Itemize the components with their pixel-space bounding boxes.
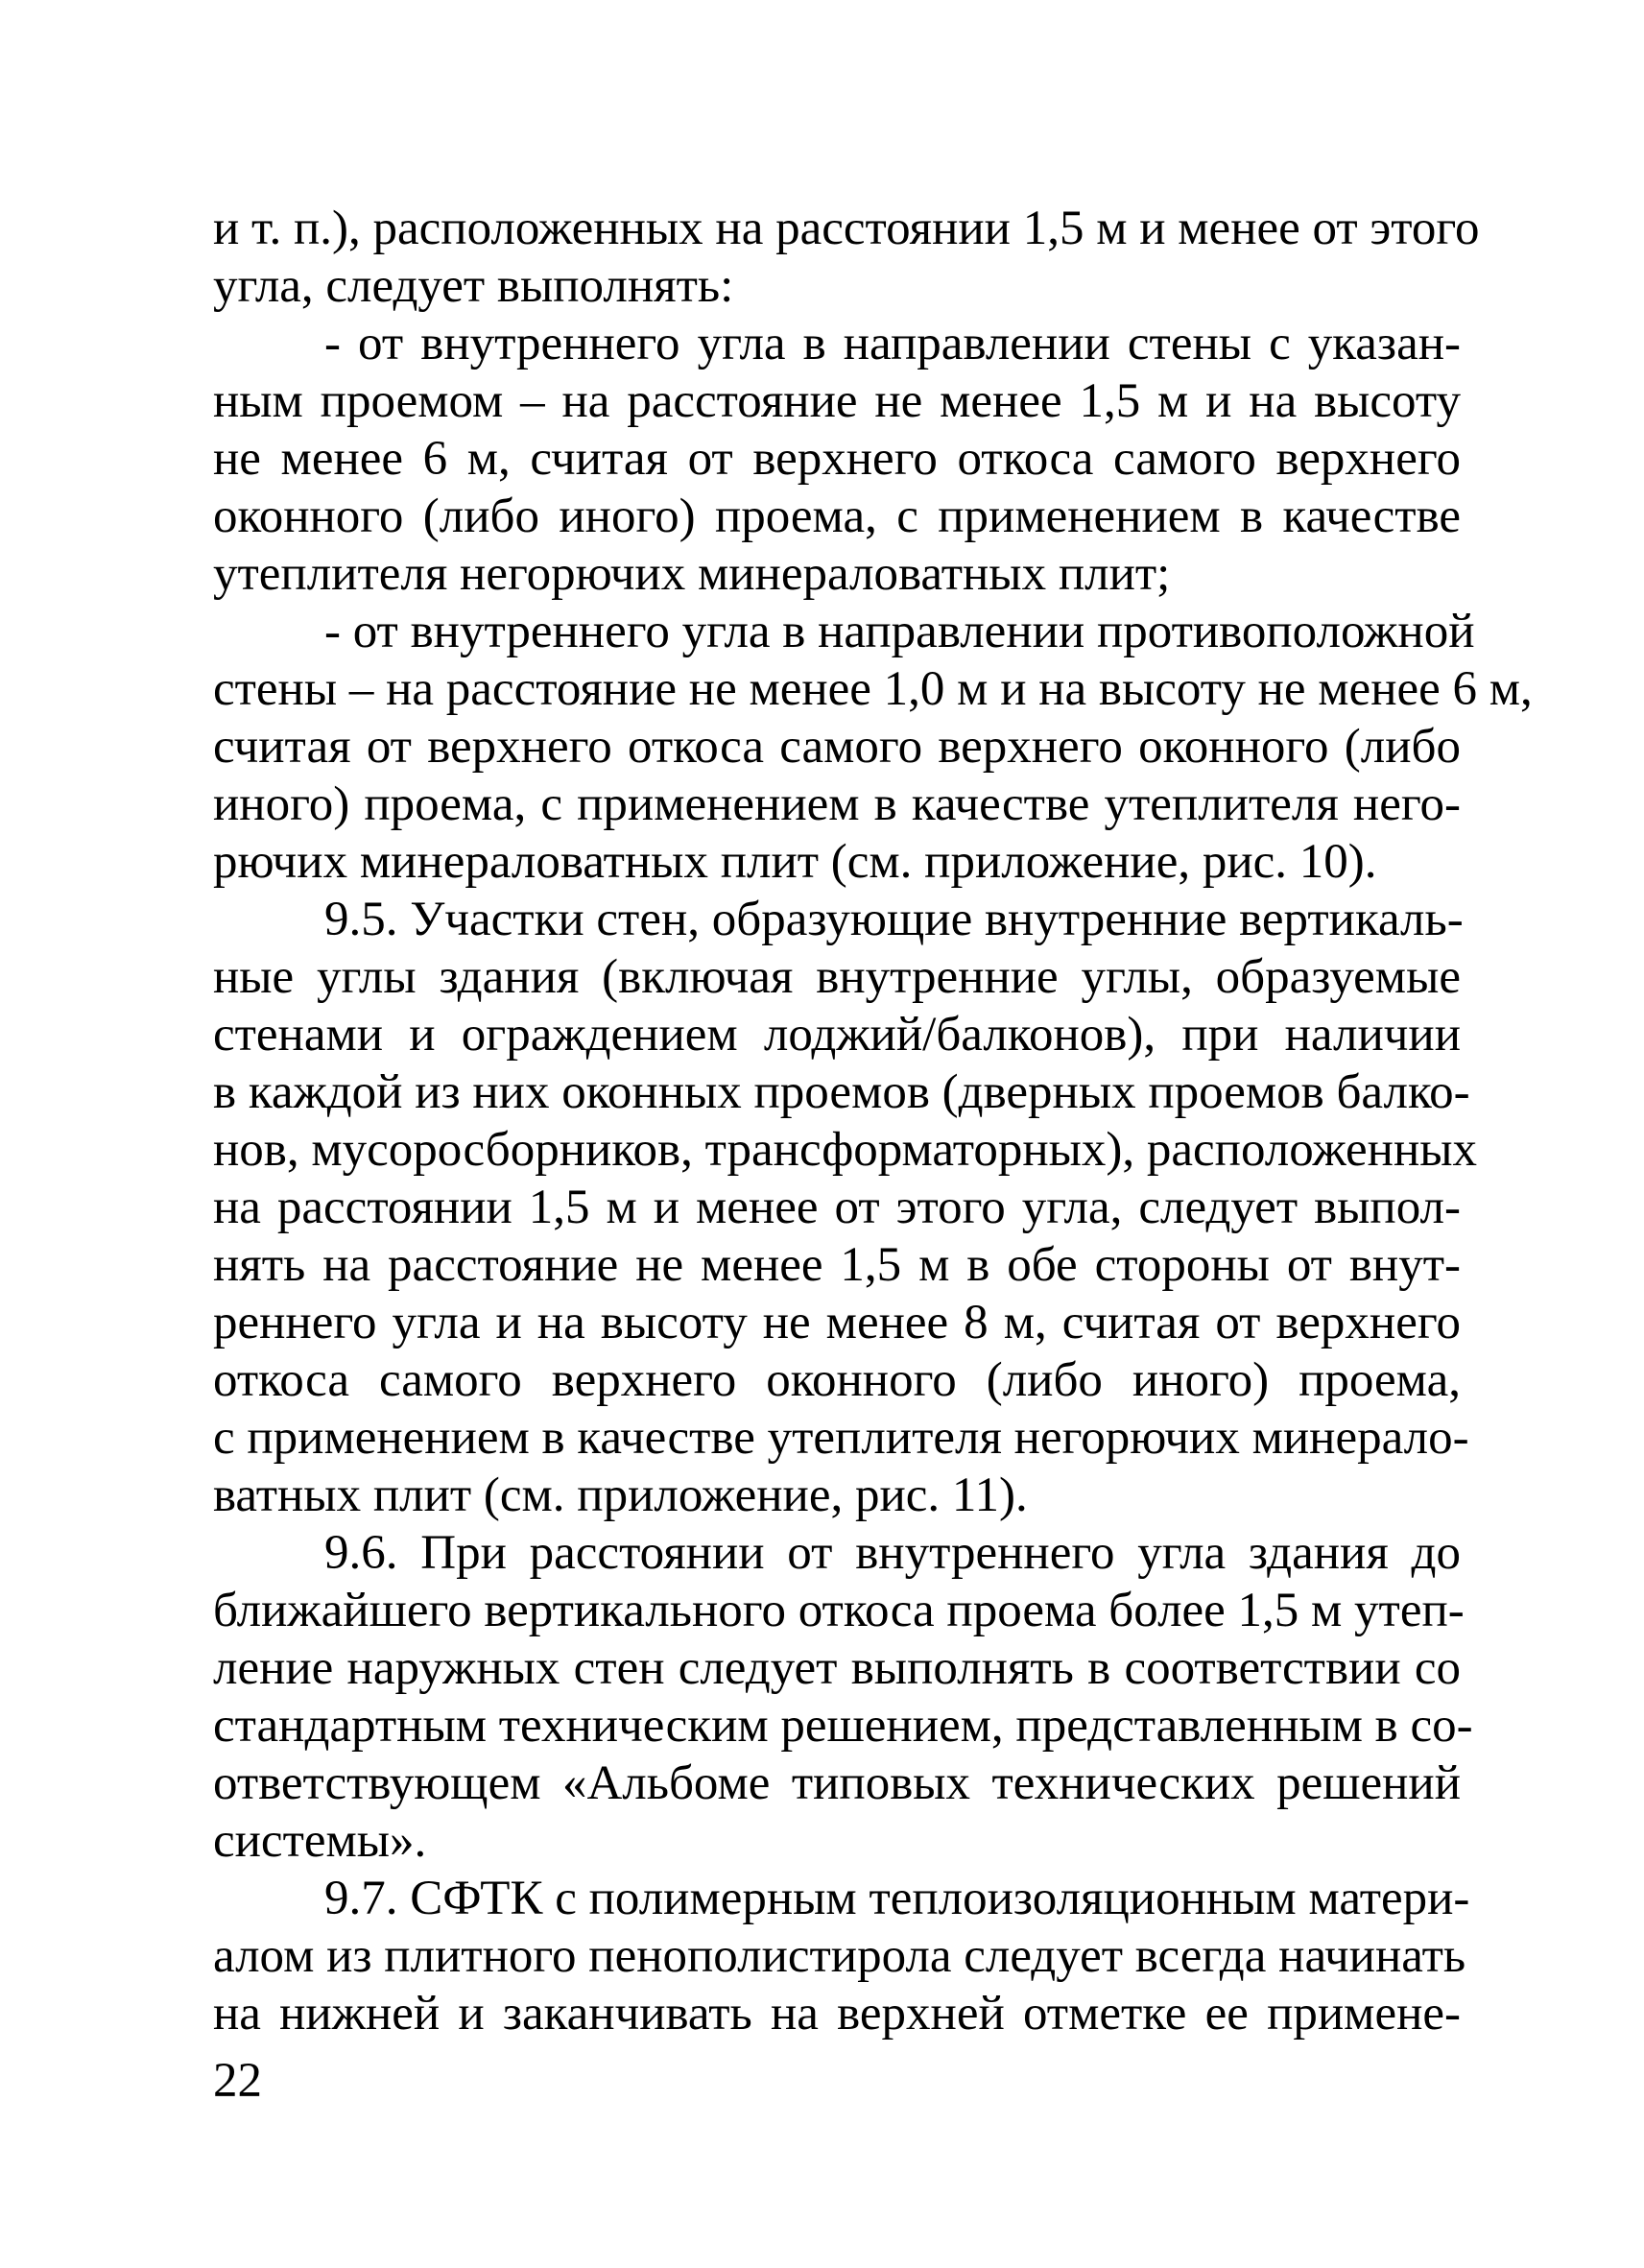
text-line: реннего угла и на высоту не менее 8 м, считая от верхнего (213, 1296, 1461, 1349)
text-line: стены – на расстояние не менее 1,0 м и на высоту не менее 6 м, (213, 662, 1533, 716)
text-line: с применением в качестве утеплителя негорючих минерало- (213, 1411, 1469, 1465)
text-line: ближайшего вертикального откоса проема более 1,5 м утеп- (213, 1584, 1465, 1637)
page-number: 22 (213, 2054, 262, 2108)
text-line: стенами и ограждением лоджий/балконов), при наличии (213, 1008, 1461, 1062)
text-line: стандартным техническим решением, представленным в со- (213, 1699, 1473, 1753)
text-line: - от внутреннего угла в направлении стены с указан- (324, 317, 1461, 370)
text-line: утеплителя негорючих минераловатных плит; (213, 547, 1171, 601)
text-line: 9.5. Участки стен, образующие внутренние вертикаль- (324, 893, 1464, 946)
text-line: на расстоянии 1,5 м и менее от этого угла, следует выпол- (213, 1181, 1461, 1234)
text-line: 9.7. СФТК с полимерным теплоизоляционным матери- (324, 1872, 1470, 1925)
text-line: системы». (213, 1814, 427, 1868)
text-line: нять на расстояние не менее 1,5 м в обе стороны от внут- (213, 1238, 1461, 1292)
text-line: ответствующем «Альбоме типовых технических решений (213, 1756, 1461, 1810)
text-line: не менее 6 м, считая от верхнего откоса самого верхнего (213, 432, 1461, 486)
text-line: ватных плит (см. приложение, рис. 11). (213, 1468, 1028, 1522)
text-line: алом из плитного пенополистирола следует всегда начинать (213, 1929, 1466, 1983)
text-line: считая от верхнего откоса самого верхнего оконного (либо (213, 720, 1461, 774)
text-line: ные углы здания (включая внутренние углы, образуемые (213, 950, 1461, 1004)
text-line: в каждой из них оконных проемов (дверных проемов балко- (213, 1065, 1470, 1119)
text-line: - от внутреннего угла в направлении противоположной (324, 605, 1475, 658)
text-line: оконного (либо иного) проема, с применением в качестве (213, 489, 1461, 543)
text-line: на нижней и заканчивать на верхней отметке ее примене- (213, 1987, 1461, 2041)
text-line: угла, следует выполнять: (213, 259, 734, 313)
text-line: нов, мусоросборников, трансформаторных), расположенных (213, 1123, 1478, 1177)
text-line: ление наружных стен следует выполнять в соответствии со (213, 1641, 1461, 1695)
text-line: откоса самого верхнего оконного (либо иного) проема, (213, 1353, 1461, 1407)
text-line: ным проемом – на расстояние не менее 1,5 м и на высоту (213, 374, 1461, 428)
text-line: рючих минераловатных плит (см. приложение, рис. 10). (213, 835, 1377, 889)
text-line: иного) проема, с применением в качестве утеплителя него- (213, 777, 1461, 831)
text-line: и т. п.), расположенных на расстоянии 1,5 м и менее от этого (213, 202, 1480, 255)
text-line: 9.6. При расстоянии от внутреннего угла здания до (324, 1526, 1461, 1580)
